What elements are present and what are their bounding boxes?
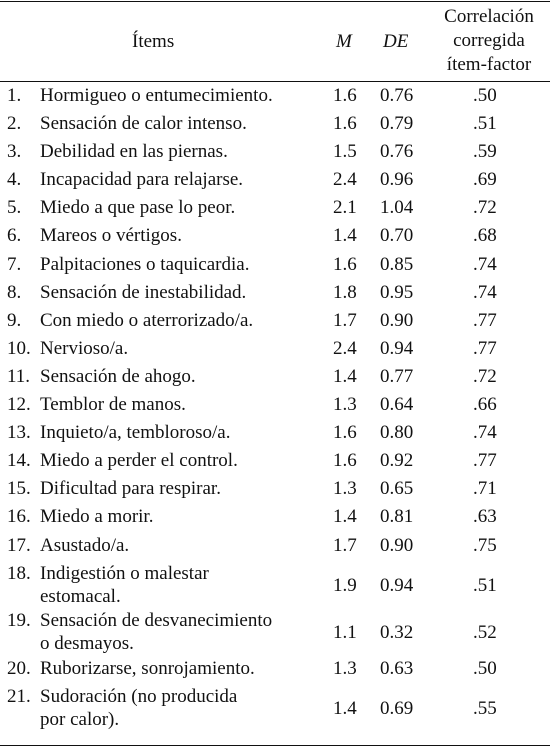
header-correlation-line: ítem-factor xyxy=(446,54,532,75)
item-text-line: Mareos o vértigos. xyxy=(40,225,182,247)
item-correlation: .74 xyxy=(473,253,497,275)
header-correlation-line: corregida xyxy=(453,30,525,51)
item-text xyxy=(40,337,330,360)
item-number: 9. xyxy=(7,309,22,331)
item-mean: 1.4 xyxy=(333,365,357,387)
item-text-line: Sensación de ahogo. xyxy=(40,365,196,387)
item-number: 8. xyxy=(7,281,22,303)
item-text-line: Incapacidad para relajarse. xyxy=(40,169,244,191)
item-correlation: .55 xyxy=(473,697,497,719)
item-correlation: .50 xyxy=(473,85,497,106)
item-mean: 1.3 xyxy=(333,657,357,679)
item-mean: 1.4 xyxy=(333,225,357,247)
item-mean: 1.4 xyxy=(333,506,357,528)
item-mean: 1.6 xyxy=(333,113,357,135)
item-number: 21. xyxy=(7,685,31,707)
table-row xyxy=(0,110,550,138)
item-sd: 0.79 xyxy=(380,113,414,135)
item-sd: 0.85 xyxy=(380,253,414,275)
item-text-line: Inquieto/a, tembloroso/a. xyxy=(40,422,231,444)
item-text xyxy=(40,224,330,247)
table-row xyxy=(0,683,550,731)
item-text-line: Dificultad para respirar. xyxy=(40,478,221,500)
item-correlation: .75 xyxy=(473,534,497,556)
table-row xyxy=(0,335,550,363)
item-text-line: Nervioso/a. xyxy=(40,337,129,359)
item-correlation: .77 xyxy=(473,309,497,331)
item-sd: 0.69 xyxy=(380,697,414,719)
item-mean: 1.5 xyxy=(333,141,357,163)
item-sd: 0.65 xyxy=(380,478,414,500)
table-row xyxy=(0,475,550,503)
table-row xyxy=(0,560,550,608)
table-body xyxy=(0,82,550,730)
item-number: 19. xyxy=(7,610,31,632)
table-row xyxy=(0,138,550,166)
item-number: 10. xyxy=(7,337,31,359)
item-correlation: .50 xyxy=(473,657,497,679)
item-sd: 0.90 xyxy=(380,309,414,331)
item-text-line: Sensación de inestabilidad. xyxy=(40,281,247,303)
item-text-line: o desmayos. xyxy=(40,633,134,655)
item-mean: 2.4 xyxy=(333,337,357,359)
item-mean: 1.3 xyxy=(333,394,357,416)
item-text-line: Asustado/a. xyxy=(40,534,130,556)
item-mean: 1.4 xyxy=(333,697,357,719)
item-text xyxy=(40,112,330,135)
table-row xyxy=(0,655,550,683)
item-text-line: Debilidad en las piernas. xyxy=(40,141,228,163)
item-number: 16. xyxy=(7,506,31,528)
item-correlation: .74 xyxy=(473,281,497,303)
item-text-line: Sensación de calor intenso. xyxy=(40,113,247,135)
item-number: 13. xyxy=(7,422,31,444)
item-sd: 0.92 xyxy=(380,450,414,472)
item-correlation: .77 xyxy=(473,450,497,472)
table-row xyxy=(0,532,550,560)
item-text-line: Miedo a morir. xyxy=(40,506,154,528)
item-mean: 1.1 xyxy=(333,622,357,644)
item-mean: 1.3 xyxy=(333,478,357,500)
item-mean: 1.9 xyxy=(333,574,357,596)
item-text xyxy=(40,609,330,655)
item-sd: 0.77 xyxy=(380,365,414,387)
table-row xyxy=(0,447,550,475)
item-number: 6. xyxy=(7,225,22,247)
item-sd: 0.95 xyxy=(380,281,414,303)
table-row xyxy=(0,391,550,419)
item-correlation: .52 xyxy=(473,622,497,644)
table-row xyxy=(0,222,550,250)
item-mean: 1.8 xyxy=(333,281,357,303)
item-text xyxy=(40,253,330,276)
table-row xyxy=(0,279,550,307)
table-row xyxy=(0,166,550,194)
item-correlation: .72 xyxy=(473,365,497,387)
item-number: 15. xyxy=(7,478,31,500)
table-row xyxy=(0,194,550,222)
item-sd: 0.94 xyxy=(380,337,414,359)
item-correlation: .71 xyxy=(473,478,497,500)
item-text xyxy=(40,281,330,304)
item-text-line: por calor). xyxy=(40,708,120,730)
item-text-line: Con miedo o aterrorizado/a. xyxy=(40,309,254,331)
item-number: 5. xyxy=(7,197,22,219)
item-mean: 1.6 xyxy=(333,422,357,444)
item-correlation: .69 xyxy=(473,169,497,191)
item-text xyxy=(40,685,330,731)
item-correlation: .72 xyxy=(473,197,497,219)
item-number: 14. xyxy=(7,450,31,472)
item-text xyxy=(40,140,330,163)
table-row xyxy=(0,251,550,279)
item-sd: 0.64 xyxy=(380,394,414,416)
item-sd: 1.04 xyxy=(380,197,414,219)
item-number: 18. xyxy=(7,562,31,584)
item-mean: 2.4 xyxy=(333,169,357,191)
item-mean: 1.6 xyxy=(333,253,357,275)
item-correlation: .66 xyxy=(473,394,497,416)
item-sd: 0.63 xyxy=(380,657,414,679)
table-row xyxy=(0,307,550,335)
item-sd: 0.32 xyxy=(380,622,414,644)
item-text xyxy=(40,562,330,608)
item-sd: 0.76 xyxy=(380,141,414,163)
item-correlation: .74 xyxy=(473,422,497,444)
item-text-line: Miedo a perder el control. xyxy=(40,450,238,472)
item-text-line: Temblor de manos. xyxy=(40,394,186,416)
item-text xyxy=(40,657,330,680)
item-text xyxy=(40,168,330,191)
item-number: 4. xyxy=(7,169,22,191)
item-text xyxy=(40,505,330,528)
item-sd: 0.96 xyxy=(380,169,414,191)
item-sd: 0.70 xyxy=(380,225,414,247)
table-row xyxy=(0,363,550,391)
item-correlation: .63 xyxy=(473,506,497,528)
item-mean: 1.7 xyxy=(333,534,357,556)
item-text-line: Miedo a que pase lo peor. xyxy=(40,197,236,219)
table-bottom-rule xyxy=(0,745,550,746)
item-number: 2. xyxy=(7,113,22,135)
item-sd: 0.81 xyxy=(380,506,414,528)
item-text xyxy=(40,534,330,557)
header-sd: DE xyxy=(383,31,409,52)
header-mean: M xyxy=(336,31,352,52)
item-number: 1. xyxy=(7,85,22,106)
item-correlation: .51 xyxy=(473,574,497,596)
item-number: 11. xyxy=(7,365,31,387)
item-text xyxy=(40,477,330,500)
item-text xyxy=(40,449,330,472)
header-correlation xyxy=(430,5,548,77)
item-sd: 0.90 xyxy=(380,534,414,556)
table-row xyxy=(0,503,550,531)
item-number: 7. xyxy=(7,253,22,275)
item-number: 20. xyxy=(7,657,31,679)
item-sd: 0.76 xyxy=(380,85,414,106)
item-correlation: .51 xyxy=(473,113,497,135)
item-mean: 1.7 xyxy=(333,309,357,331)
item-correlation: .59 xyxy=(473,141,497,163)
item-text xyxy=(40,196,330,219)
item-number: 17. xyxy=(7,534,31,556)
item-number: 12. xyxy=(7,394,31,416)
item-mean: 2.1 xyxy=(333,197,357,219)
item-text xyxy=(40,365,330,388)
item-correlation: .77 xyxy=(473,337,497,359)
item-text-line: Ruborizarse, sonrojamiento. xyxy=(40,657,255,679)
table-row xyxy=(0,419,550,447)
table-row xyxy=(0,82,550,110)
item-text-line: Hormigueo o entumecimiento. xyxy=(40,85,273,106)
item-text-line: Palpitaciones o taquicardia. xyxy=(40,253,250,275)
item-mean: 1.6 xyxy=(333,85,357,106)
item-correlation: .68 xyxy=(473,225,497,247)
item-text-line: Indigestión o malestar xyxy=(40,562,209,584)
item-text xyxy=(40,393,330,416)
table-row xyxy=(0,607,550,655)
item-number: 3. xyxy=(7,141,22,163)
header-items: Ítems xyxy=(132,31,175,52)
item-text xyxy=(40,84,330,107)
item-text xyxy=(40,421,330,444)
item-text xyxy=(40,309,330,332)
item-sd: 0.80 xyxy=(380,422,414,444)
item-text-line: estomacal. xyxy=(40,585,121,607)
item-text-line: Sensación de desvanecimiento xyxy=(40,610,273,632)
item-sd: 0.94 xyxy=(380,574,414,596)
item-text-line: Sudoración (no producida xyxy=(40,685,238,707)
item-mean: 1.6 xyxy=(333,450,357,472)
header-correlation-line: Correlación xyxy=(444,6,534,27)
table-header xyxy=(0,0,550,82)
